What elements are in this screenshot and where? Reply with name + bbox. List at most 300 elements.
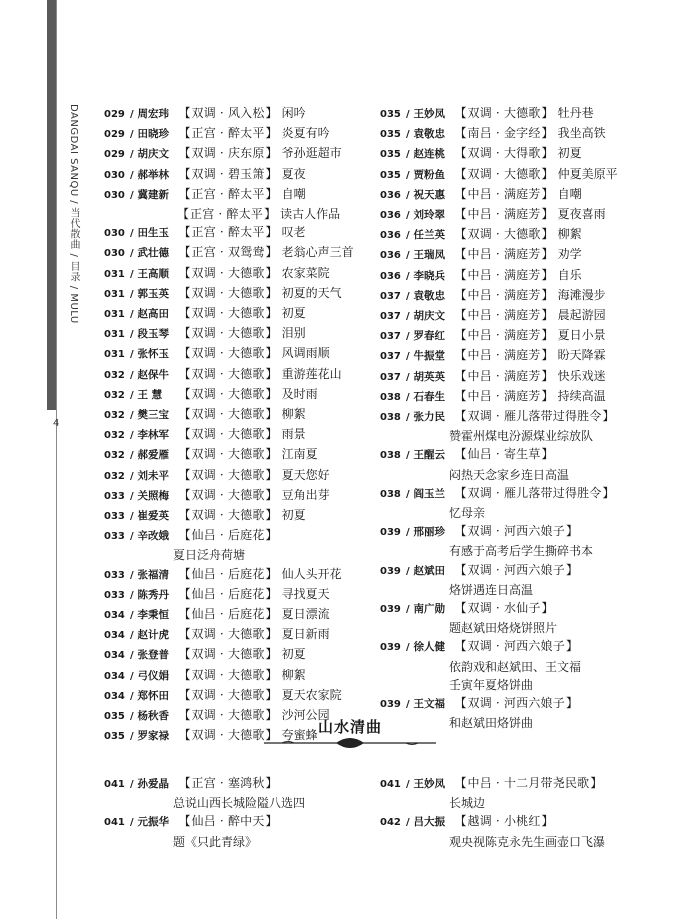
tune-name: 双调 · 大德歌 <box>191 386 265 401</box>
toc-entry <box>104 385 404 405</box>
toc-entry <box>380 466 680 484</box>
entry-title: 仙人头开花 <box>281 566 342 581</box>
tune-name: 仙吕 · 寄生草 <box>467 447 541 462</box>
toc-entry <box>104 774 404 794</box>
entry-title: 夏日新雨 <box>281 627 330 642</box>
toc-entry <box>380 812 680 832</box>
entry-title: 自嘲 <box>557 186 582 201</box>
toc-entry <box>104 526 404 546</box>
author-name: 孙爱晶 <box>137 778 169 790</box>
author-name: 王瑞凤 <box>413 249 445 262</box>
author-name: 周宏玮 <box>137 108 169 120</box>
entry-title: 持续高温 <box>557 388 606 403</box>
tune-name: 双调 · 大德歌 <box>191 708 265 723</box>
bracket-open: 【 <box>178 687 191 702</box>
bracket-close: 】 <box>590 776 603 790</box>
page-ref-separator: / <box>130 430 134 442</box>
bracket-open: 【 <box>178 407 191 422</box>
tune-name: 双调 · 雁儿落带过得胜令 <box>467 485 602 500</box>
page-ref: 039 <box>380 565 401 577</box>
author-name: 赵计虎 <box>137 629 169 642</box>
author-name: 郝爱雁 <box>137 449 169 462</box>
page-ref-separator: / <box>406 391 410 403</box>
page-ref: 034 <box>104 630 125 642</box>
entry-title: 寻找夏天 <box>281 586 330 601</box>
page-ref-separator: / <box>406 250 410 262</box>
bracket-close: 】 <box>265 126 278 141</box>
bracket-open: 【 <box>454 247 467 262</box>
toc-entry <box>104 365 404 385</box>
page-ref: 037 <box>380 290 401 302</box>
bracket-close: 】 <box>265 528 278 543</box>
author-name: 张怀玉 <box>137 348 169 361</box>
tune-name: 双调 · 大德歌 <box>191 647 265 662</box>
bracket-close: 】 <box>265 106 278 120</box>
page-ref: 038 <box>380 488 401 500</box>
entry-title: 叹老 <box>281 225 306 240</box>
bracket-open: 【 <box>454 308 467 323</box>
bracket-open: 【 <box>454 267 467 282</box>
bracket-close: 】 <box>265 285 278 300</box>
bracket-open: 【 <box>454 166 467 181</box>
page-ref: 031 <box>104 268 125 280</box>
toc-entry <box>380 165 680 185</box>
entry-title: 劝学 <box>557 247 582 262</box>
author-name: 樊三宝 <box>137 409 169 422</box>
toc-entry <box>104 833 404 851</box>
page-ref-separator: / <box>130 610 134 622</box>
page-ref: 032 <box>104 430 125 442</box>
entry-title: 泪别 <box>281 326 306 341</box>
author-name: 李秉恒 <box>137 609 169 622</box>
bracket-open: 【 <box>178 814 191 829</box>
bracket-close: 】 <box>265 225 278 240</box>
bracket-close: 】 <box>265 166 278 181</box>
bracket-open: 【 <box>178 667 191 682</box>
toc-entry <box>104 165 404 185</box>
toc-entry <box>380 833 680 851</box>
bracket-open: 【 <box>178 126 191 141</box>
page-ref-separator: / <box>130 268 134 280</box>
tune-name: 中吕 · 满庭芳 <box>467 186 541 201</box>
page-ref: 032 <box>104 450 125 462</box>
author-name: 武壮德 <box>137 247 169 260</box>
page-ref-separator: / <box>130 369 134 381</box>
bracket-close: 】 <box>541 207 554 222</box>
page-ref-separator: / <box>406 527 410 539</box>
toc-entry <box>104 144 404 164</box>
page-ref: 041 <box>380 779 401 790</box>
entry-title: 及时雨 <box>281 386 318 401</box>
page-ref-separator: / <box>130 569 134 581</box>
tune-name: 双调 · 大德歌 <box>191 306 265 321</box>
author-name: 王高顺 <box>137 267 169 280</box>
author-name: 祝天惠 <box>413 188 445 201</box>
page-ref: 035 <box>380 169 401 181</box>
toc-entry <box>380 484 680 504</box>
author-name: 冀建新 <box>137 188 169 201</box>
page-ref: 030 <box>104 169 125 181</box>
author-name: 南广勋 <box>413 603 445 616</box>
author-name: 赵斌田 <box>413 564 445 577</box>
bracket-close: 】 <box>565 562 578 577</box>
author-name: 阎玉兰 <box>413 487 445 500</box>
toc-entry <box>104 794 404 812</box>
toc-entry <box>104 486 404 506</box>
page-ref: 030 <box>104 248 125 260</box>
tune-name: 双调 · 大德歌 <box>191 346 265 361</box>
toc-entry <box>380 346 680 366</box>
page-ref: 036 <box>380 270 401 282</box>
bracket-open: 【 <box>178 427 191 442</box>
author-name: 胡庆文 <box>137 148 169 161</box>
bracket-open: 【 <box>178 166 191 181</box>
section-column-left <box>104 774 404 851</box>
bracket-open: 【 <box>454 388 467 403</box>
page-ref: 031 <box>104 309 125 321</box>
bracket-open: 【 <box>178 146 191 161</box>
toc-entry <box>380 522 680 542</box>
tune-name: 中吕 · 满庭芳 <box>467 348 541 363</box>
toc-entry <box>104 185 404 205</box>
entry-title: 快乐戏迷 <box>557 368 606 383</box>
page-ref: 032 <box>104 389 125 401</box>
tune-name: 双调 · 大德歌 <box>467 106 541 120</box>
toc-entry <box>380 124 680 144</box>
toc-entry <box>104 104 404 124</box>
author-name: 段玉琴 <box>137 328 169 341</box>
tune-name: 双调 · 碧玉箫 <box>191 166 265 181</box>
page-ref-separator: / <box>130 490 134 502</box>
bracket-close: 】 <box>265 447 278 462</box>
page-ref-separator: / <box>406 817 410 829</box>
page-ref-separator: / <box>406 109 410 120</box>
entry-title: 夏夜喜雨 <box>557 207 606 222</box>
page-ref-separator: / <box>130 450 134 462</box>
entry-title: 江南夏 <box>281 447 318 462</box>
page-ref-separator: / <box>130 129 134 141</box>
page-ref-separator: / <box>130 630 134 642</box>
author-name: 杨秋香 <box>137 710 169 723</box>
toc-entry <box>104 205 404 223</box>
page-ref-separator: / <box>406 311 410 323</box>
entry-title-continued: 忆母亲 <box>449 506 486 521</box>
page-ref-separator: / <box>406 371 410 383</box>
tune-name: 中吕 · 满庭芳 <box>467 267 541 282</box>
author-name: 田晓珍 <box>137 128 169 141</box>
bracket-open: 【 <box>178 728 191 743</box>
page-ref: 035 <box>380 129 401 141</box>
bracket-open: 【 <box>454 776 467 790</box>
tune-name: 双调 · 大德歌 <box>191 667 265 682</box>
tune-name: 正宫 · 醉太平 <box>191 126 265 141</box>
bracket-close: 】 <box>265 667 278 682</box>
author-name: 王妙凤 <box>413 778 445 790</box>
page-ref-separator: / <box>130 248 134 260</box>
tune-name: 双调 · 大德歌 <box>467 166 541 181</box>
author-name: 刘玲翠 <box>413 209 445 222</box>
bracket-open: 【 <box>454 348 467 363</box>
page-ref-separator: / <box>130 650 134 662</box>
toc-entry <box>380 306 680 326</box>
entry-title-continued: 题赵斌田烙烧饼照片 <box>449 621 558 636</box>
entry-title: 老翁心声三首 <box>281 245 354 260</box>
tune-name: 仙吕 · 后庭花 <box>191 528 265 543</box>
toc-entry <box>104 666 404 686</box>
entry-title: 初夏 <box>281 508 306 523</box>
page-ref: 035 <box>104 711 125 723</box>
tune-name: 正宫 · 塞鸿秋 <box>191 776 265 790</box>
bracket-open: 【 <box>454 287 467 302</box>
page-ref: 042 <box>380 817 401 829</box>
tune-name: 仙吕 · 后庭花 <box>191 566 265 581</box>
page-ref-separator: / <box>406 699 410 711</box>
tune-name: 双调 · 庆东原 <box>191 146 265 161</box>
entry-title: 初夏的天气 <box>281 285 342 300</box>
entry-title: 我坐高铁 <box>557 126 606 141</box>
bracket-close: 】 <box>541 601 554 616</box>
tune-name: 双调 · 河西六娘子 <box>467 562 565 577</box>
entry-title: 自嘲 <box>281 186 306 201</box>
page-ref-separator: / <box>406 149 410 161</box>
toc-entry <box>104 506 404 526</box>
toc-entry <box>380 676 680 694</box>
page-ref: 037 <box>380 351 401 363</box>
entry-title: 夏天您好 <box>281 467 330 482</box>
toc-entry <box>380 185 680 205</box>
page-ref: 033 <box>104 569 125 581</box>
bracket-close: 】 <box>265 245 278 260</box>
toc-entry <box>380 542 680 560</box>
tune-name: 双调 · 大得歌 <box>467 146 541 161</box>
page-ref-separator: / <box>130 731 134 743</box>
entry-title: 牡丹巷 <box>557 106 594 120</box>
toc-entry <box>380 445 680 465</box>
author-name: 李林军 <box>137 429 169 442</box>
bracket-close: 】 <box>265 586 278 601</box>
bracket-close: 】 <box>265 346 278 361</box>
toc-entry <box>380 266 680 286</box>
author-name: 任兰英 <box>413 229 445 242</box>
tune-name: 仙吕 · 醉中天 <box>191 814 265 829</box>
page-ref: 039 <box>380 604 401 616</box>
entry-title: 炎夏有吟 <box>281 126 330 141</box>
entry-title: 盼天降霖 <box>557 348 606 363</box>
toc-entry <box>104 223 404 243</box>
page-number: 4 <box>53 418 60 429</box>
page-ref-separator: / <box>406 604 410 616</box>
page-ref: 035 <box>380 109 401 120</box>
page-ref: 036 <box>380 210 401 222</box>
tune-name: 双调 · 大德歌 <box>191 687 265 702</box>
tune-name: 正宫 · 醉太平 <box>191 186 265 201</box>
page-ref: 037 <box>380 311 401 323</box>
entry-title: 重游莲花山 <box>281 366 342 381</box>
entry-title: 海滩漫步 <box>557 287 606 302</box>
tune-name: 中吕 · 满庭芳 <box>467 247 541 262</box>
toc-entry <box>104 344 404 364</box>
page-ref-separator: / <box>130 329 134 341</box>
author-name: 罗家禄 <box>137 730 169 743</box>
spine-running-header: DANGDAI SANQU / 当代散曲 / 目录 / MULU <box>68 104 79 324</box>
page-ref: 035 <box>104 731 125 743</box>
page-ref: 034 <box>104 670 125 682</box>
bracket-close: 】 <box>541 447 554 462</box>
entry-title: 风调雨顺 <box>281 346 330 361</box>
tune-name: 双调 · 河西六娘子 <box>467 639 565 654</box>
bracket-close: 】 <box>565 696 578 711</box>
page-ref: 029 <box>104 109 125 120</box>
page-ref: 041 <box>104 817 125 829</box>
bracket-open: 【 <box>178 245 191 260</box>
tune-name: 双调 · 水仙子 <box>467 601 541 616</box>
toc-entry <box>380 407 680 427</box>
author-name: 胡英英 <box>413 370 445 383</box>
author-name: 吕大振 <box>413 816 445 829</box>
bracket-close: 】 <box>265 487 278 502</box>
author-name: 张力民 <box>413 411 445 424</box>
bracket-close: 】 <box>541 287 554 302</box>
author-name: 刘未平 <box>137 469 169 482</box>
page-ref: 033 <box>104 531 125 543</box>
spine-rule <box>56 0 57 919</box>
tune-name: 中吕 · 满庭芳 <box>467 207 541 222</box>
bracket-close: 】 <box>541 126 554 141</box>
bracket-open: 【 <box>454 227 467 242</box>
bracket-close: 】 <box>265 265 278 280</box>
tune-name: 南吕 · 金字经 <box>467 126 541 141</box>
entry-title-continued: 夏日泛舟荷塘 <box>173 548 246 563</box>
author-name: 赵高田 <box>137 308 169 321</box>
bracket-open: 【 <box>454 524 467 539</box>
toc-entry <box>380 286 680 306</box>
page-ref-separator: / <box>130 349 134 361</box>
bracket-close: 】 <box>265 776 278 790</box>
toc-entry <box>104 284 404 304</box>
bracket-open: 【 <box>177 207 190 222</box>
toc-entry <box>104 565 404 585</box>
bracket-close: 】 <box>541 328 554 343</box>
bracket-open: 【 <box>178 386 191 401</box>
toc-column-right <box>380 104 680 733</box>
bracket-open: 【 <box>178 528 191 543</box>
page-ref-separator: / <box>130 109 134 120</box>
author-name: 胡庆文 <box>413 310 445 323</box>
spine-bar <box>47 0 56 410</box>
toc-entry <box>380 637 680 657</box>
page-ref: 030 <box>104 189 125 201</box>
bracket-open: 【 <box>178 467 191 482</box>
author-name: 石春生 <box>413 390 445 403</box>
toc-entry <box>104 304 404 324</box>
bracket-open: 【 <box>454 485 467 500</box>
bracket-close: 】 <box>265 306 278 321</box>
tune-name: 双调 · 雁儿落带过得胜令 <box>467 409 602 424</box>
tune-name: 仙吕 · 后庭花 <box>191 586 265 601</box>
page-ref: 037 <box>380 371 401 383</box>
tune-name: 中吕 · 满庭芳 <box>467 308 541 323</box>
tune-name: 双调 · 大德歌 <box>191 447 265 462</box>
toc-entry <box>104 264 404 284</box>
tune-name: 正宫 · 醉太平 <box>191 225 265 240</box>
bracket-open: 【 <box>178 265 191 280</box>
tune-name: 双调 · 大德歌 <box>191 467 265 482</box>
page-ref-separator: / <box>130 817 134 829</box>
tune-name: 双调 · 大德歌 <box>191 487 265 502</box>
bracket-open: 【 <box>454 207 467 222</box>
author-name: 袁敬忠 <box>413 128 445 141</box>
bracket-open: 【 <box>178 447 191 462</box>
page-ref-separator: / <box>406 779 410 790</box>
toc-entry <box>380 245 680 265</box>
page-ref-separator: / <box>130 711 134 723</box>
entry-title: 仲夏美原平 <box>557 166 618 181</box>
author-name: 郭玉英 <box>137 287 169 300</box>
tune-name: 中吕 · 满庭芳 <box>467 287 541 302</box>
page-ref: 034 <box>104 650 125 662</box>
entry-title: 夏日小景 <box>557 328 606 343</box>
tune-name: 双调 · 大德歌 <box>191 285 265 300</box>
bracket-open: 【 <box>178 508 191 523</box>
bracket-open: 【 <box>178 306 191 321</box>
bracket-open: 【 <box>178 647 191 662</box>
bracket-close: 】 <box>265 728 278 743</box>
author-name: 李晓兵 <box>413 269 445 282</box>
author-name: 徐人健 <box>413 641 445 654</box>
entry-title-continued: 赞霍州煤电汾源煤业综放队 <box>449 429 594 444</box>
section-column-right <box>380 774 680 851</box>
toc-entry <box>104 425 404 445</box>
page-ref: 037 <box>380 331 401 343</box>
entry-title: 夏日漂流 <box>281 607 330 622</box>
page-ref: 034 <box>104 610 125 622</box>
author-name: 王 慧 <box>137 388 163 401</box>
tune-name: 中吕 · 满庭芳 <box>467 368 541 383</box>
bracket-open: 【 <box>454 328 467 343</box>
page-ref: 032 <box>104 410 125 422</box>
tune-name: 双调 · 大德歌 <box>191 326 265 341</box>
toc-entry <box>380 794 680 812</box>
toc-entry <box>104 124 404 144</box>
page-ref: 036 <box>380 189 401 201</box>
section-ornament <box>262 736 438 750</box>
entry-title: 夏天农家院 <box>281 687 342 702</box>
author-name: 张登普 <box>137 649 169 662</box>
entry-title: 柳絮 <box>281 407 306 422</box>
bracket-close: 】 <box>265 708 278 723</box>
bracket-open: 【 <box>178 366 191 381</box>
section-title: 山水清曲 <box>317 718 382 736</box>
bracket-close: 】 <box>265 186 278 201</box>
bracket-close: 】 <box>602 485 615 500</box>
page-ref: 032 <box>104 369 125 381</box>
toc-entry <box>380 144 680 164</box>
tune-name: 双调 · 大德歌 <box>191 366 265 381</box>
page-ref: 038 <box>380 391 401 403</box>
bracket-open: 【 <box>178 346 191 361</box>
toc-entry <box>380 581 680 599</box>
entry-title-continued: 壬寅年夏烙饼曲 <box>449 677 534 692</box>
toc-entry <box>104 546 404 564</box>
author-name: 崔爱英 <box>137 510 169 523</box>
page-ref-separator: / <box>406 450 410 462</box>
bracket-open: 【 <box>454 814 467 829</box>
bracket-open: 【 <box>454 562 467 577</box>
bracket-open: 【 <box>178 487 191 502</box>
bracket-open: 【 <box>178 776 191 790</box>
page-ref-separator: / <box>130 670 134 682</box>
author-name: 罗春红 <box>413 330 445 343</box>
